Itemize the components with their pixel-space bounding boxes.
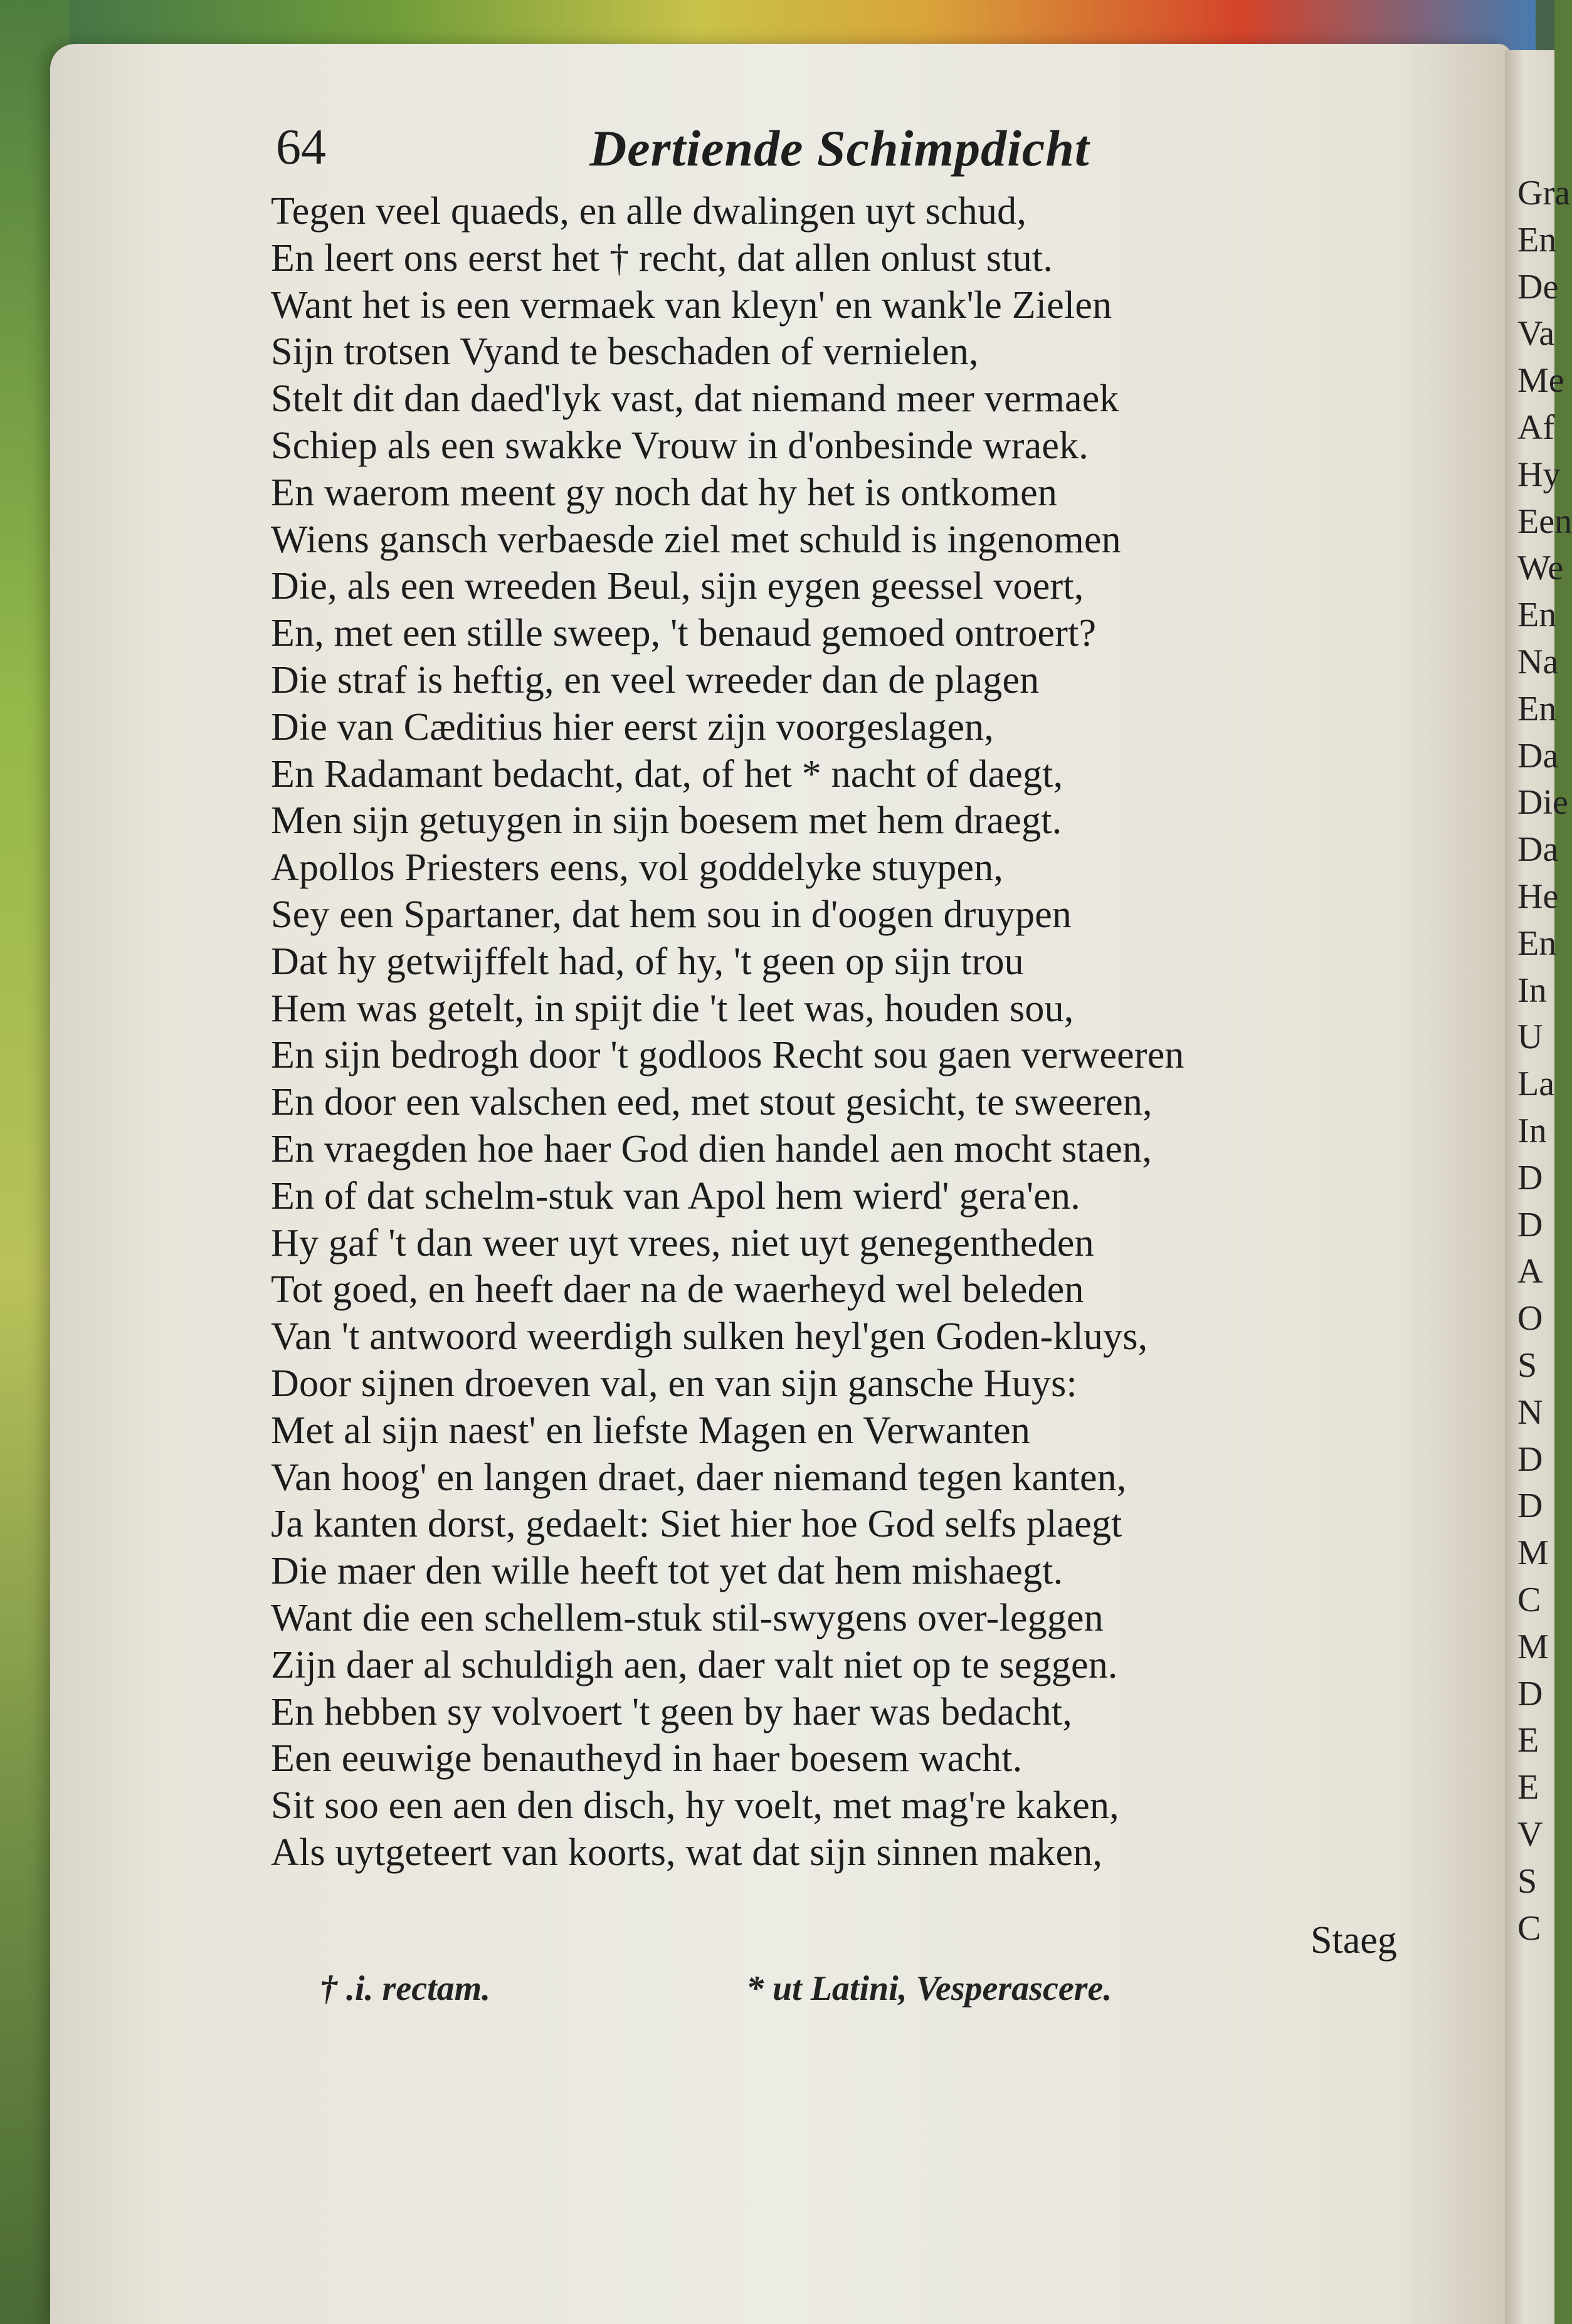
- facing-page-fragment: D: [1517, 1205, 1543, 1244]
- facing-page-fragment: Me: [1517, 361, 1564, 401]
- poem-line: Hy gaf 't dan weer uyt vrees, niet uyt genegentheden: [271, 1221, 1094, 1265]
- facing-page-edge: [1505, 50, 1572, 2324]
- poem-line: Die van Cæditius hier eerst zijn voorgeslagen,: [271, 705, 994, 749]
- poem-line: Sit soo een aen den disch, hy voelt, met mag're kaken,: [271, 1784, 1119, 1827]
- facing-page-fragment: C: [1517, 1908, 1541, 1948]
- poem-line: En hebben sy volvoert 't geen by haer was bedacht,: [271, 1690, 1072, 1733]
- facing-page-fragment: D: [1517, 1486, 1543, 1526]
- poem-line: Als uytgeteert van koorts, wat dat sijn sinnen maken,: [271, 1831, 1103, 1874]
- poem-line: Tot goed, en heeft daer na de waerheyd wel beleden: [271, 1268, 1084, 1312]
- facing-page-fragment: D: [1517, 1158, 1543, 1197]
- poem-line: Die straf is heftig, en veel wreeder dan de plagen: [271, 658, 1040, 702]
- poem-line: En waerom meent gy noch dat hy het is ontkomen: [271, 471, 1058, 514]
- facing-page-fragment: Gra: [1517, 174, 1570, 213]
- poem-line: En of dat schelm-stuk van Apol hem wierd' gera'en.: [271, 1174, 1080, 1217]
- facing-page-fragment: U: [1517, 1017, 1543, 1057]
- catchword: Staeg: [1311, 1919, 1397, 1962]
- poem-line: Want het is een vermaek van kleyn' en wank'le Zielen: [271, 283, 1112, 327]
- facing-page-fragment: En: [1517, 923, 1557, 963]
- poem-line: Die maer den wille heeft tot yet dat hem mishaegt.: [271, 1550, 1063, 1593]
- facing-page-fragment: V: [1517, 1815, 1543, 1854]
- facing-page-fragment: In: [1517, 1112, 1547, 1150]
- poem-line: Sijn trotsen Vyand te beschaden of vernielen,: [271, 330, 979, 374]
- facing-page-fragment: Een: [1517, 502, 1572, 541]
- facing-page-fragment: Da: [1517, 736, 1559, 776]
- poem-text: [271, 188, 1412, 1876]
- poem-line: Stelt dit dan daed'lyk vast, dat niemand meer vermaek: [271, 377, 1119, 421]
- facing-page-fragment: La: [1517, 1065, 1555, 1104]
- poem-line: En, met een stille sweep, 't benaud gemoed ontroert?: [271, 612, 1097, 655]
- page-number: 64: [276, 120, 326, 175]
- poem-line: Want die een schellem-stuk stil-swygens over-leggen: [271, 1596, 1104, 1639]
- poem-line: Zijn daer al schuldigh aen, daer valt niet op te seggen.: [271, 1643, 1118, 1686]
- facing-page-fragment: De: [1517, 267, 1559, 307]
- footnote-rectam: † .i. rectam.: [320, 1969, 491, 2008]
- facing-page-fragment: M: [1517, 1533, 1549, 1573]
- facing-page-fragment: A: [1517, 1252, 1543, 1291]
- facing-page-fragment: Da: [1517, 830, 1559, 870]
- facing-page-fragment: En: [1517, 689, 1557, 728]
- poem-line: Met al sijn naest' en liefste Magen en Verwanten: [271, 1409, 1031, 1452]
- poem-line: En sijn bedrogh door 't godloos Recht sou gaen verweeren: [271, 1034, 1184, 1077]
- poem-line: Dat hy getwijffelt had, of hy, 't geen op sijn trou: [271, 940, 1024, 983]
- facing-page-fragment: D: [1517, 1439, 1543, 1479]
- poem-line: En vraegden hoe haer God dien handel aen mocht staen,: [271, 1127, 1153, 1170]
- facing-page-fragment: In: [1517, 970, 1547, 1010]
- poem-line: Een eeuwige benautheyd in haer boesem wacht.: [271, 1737, 1023, 1780]
- facing-page-fragment: C: [1517, 1580, 1541, 1619]
- facing-page-fragment: E: [1517, 1768, 1539, 1807]
- facing-page-fragment: Va: [1517, 314, 1555, 354]
- facing-page-fragment: S: [1517, 1346, 1538, 1385]
- facing-page-fragment: E: [1517, 1721, 1539, 1760]
- poem-line: Apollos Priesters eens, vol goddelyke stuypen,: [271, 846, 1004, 890]
- poem-line: En Radamant bedacht, dat, of het * nacht of daegt,: [271, 752, 1063, 796]
- poem-line: Door sijnen droeven val, en van sijn gansche Huys:: [271, 1362, 1077, 1405]
- facing-page-fragment: M: [1517, 1627, 1549, 1666]
- facing-page-fragment: Na: [1517, 643, 1559, 681]
- footnote-vesperascere: * ut Latini, Vesperascere.: [746, 1969, 1112, 2008]
- poem-line: Men sijn getuygen in sijn boesem met hem draegt.: [271, 799, 1062, 843]
- facing-page-fragment: Hy: [1517, 455, 1561, 494]
- poem-line: Ja kanten dorst, gedaelt: Siet hier hoe God selfs plaegt: [271, 1503, 1122, 1546]
- facing-page-fragment: O: [1517, 1299, 1543, 1338]
- facing-page-fragment: We: [1517, 549, 1564, 588]
- facing-page-fragment: Die: [1517, 783, 1568, 823]
- poem-line: Tegen veel quaeds, en alle dwalingen uyt schud,: [271, 190, 1027, 233]
- poem-line: En leert ons eerst het † recht, dat allen onlust stut.: [271, 236, 1053, 280]
- facing-page-fragment: En: [1517, 596, 1557, 635]
- poem-line: Wiens gansch verbaesde ziel met schuld is ingenomen: [271, 518, 1121, 561]
- poem-line: Schiep als een swakke Vrouw in d'onbesinde wraek.: [271, 424, 1089, 467]
- facing-page-fragment: D: [1517, 1674, 1543, 1713]
- poem-line: Van 't antwoord weerdigh sulken heyl'gen Goden-kluys,: [271, 1315, 1148, 1359]
- facing-page-fragment: He: [1517, 877, 1559, 916]
- running-title: Dertiende Schimpdicht: [589, 120, 1090, 177]
- footnotes: [320, 1969, 1386, 2025]
- poem-line: En door een valschen eed, met stout gesicht, te sweeren,: [271, 1081, 1153, 1124]
- poem-line: Die, als een wreeden Beul, sijn eygen geessel voert,: [271, 565, 1084, 608]
- poem-line: Hem was getelt, in spijt die 't leet was, houden sou,: [271, 987, 1074, 1030]
- facing-page-fragment: En: [1517, 220, 1557, 260]
- page-header: [276, 119, 1405, 188]
- facing-page-fragment: S: [1517, 1861, 1538, 1901]
- facing-page-fragment: N: [1517, 1392, 1543, 1432]
- poem-line: Sey een Spartaner, dat hem sou in d'oogen druypen: [271, 893, 1072, 936]
- facing-page-fragment: Af: [1517, 408, 1555, 447]
- poem-line: Van hoog' en langen draet, daer niemand tegen kanten,: [271, 1456, 1127, 1499]
